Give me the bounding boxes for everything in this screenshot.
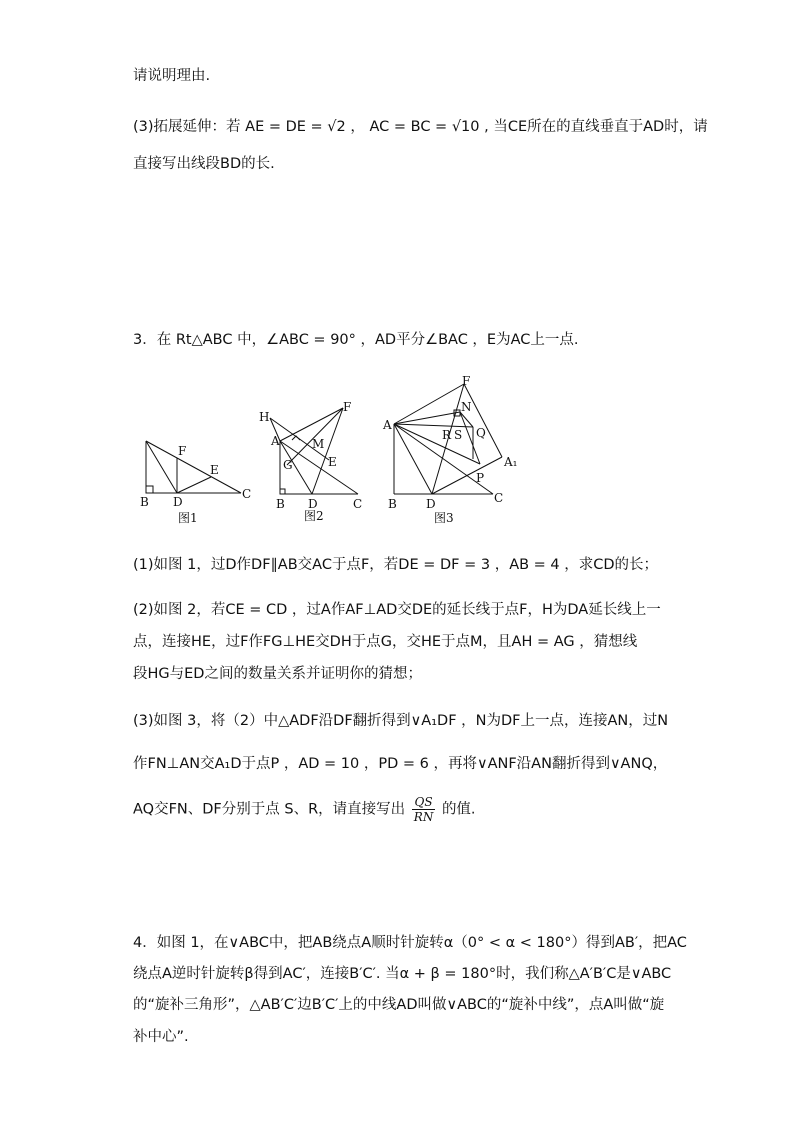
fig3-label-A1: A₁	[504, 455, 518, 469]
problem-3-heading: 3．在 Rt△ABC 中，∠ABC = 90° ，AD平分∠BAC ，E为AC上一点.	[133, 332, 579, 348]
fig2-label-A: A	[271, 434, 280, 448]
figure-3	[380, 374, 528, 526]
fig2-label-G: G	[283, 458, 293, 472]
figure-2	[256, 398, 370, 526]
fraction-denominator: RN	[413, 810, 434, 824]
text-line-3: 直接写出线段BD的长.	[133, 156, 275, 172]
text-line-11	[133, 795, 476, 824]
fig3-label-S: S	[454, 428, 463, 442]
figure-1	[136, 436, 258, 528]
fig1-label-B: B	[140, 495, 149, 509]
fig2-label-C: C	[353, 497, 363, 511]
fig2-label-B: B	[276, 497, 285, 511]
fig1-label-C: C	[242, 487, 252, 501]
text-line-11-end: 的值.	[441, 801, 476, 818]
fig3-label-D: D	[426, 497, 436, 511]
fig1-label-E: E	[210, 463, 219, 477]
text-line-5: (1)如图 1，过D作DF∥AB交AC于点F，若DE = DF = 3 ，AB = 4 ，求CD的长；	[133, 557, 659, 573]
fig2-label-D: D	[308, 497, 318, 511]
text-line-7: 点，连接HE，过F作FG⊥HE交DH于点G，交HE于点M，且AH = AG ，猜想线	[133, 634, 638, 650]
fig3-label-R: R	[442, 428, 452, 442]
fig1-label-D: D	[173, 495, 183, 509]
fig3-label-B: B	[388, 497, 397, 511]
fig3-label-F: F	[462, 374, 471, 388]
text-line-10: 作FN⊥AN交A₁D于点P ，AD = 10 ，PD = 6 ，再将∨ANF沿AN翻折得到∨ANQ，	[133, 756, 668, 772]
fig3-label-Q: Q	[476, 426, 486, 440]
problem-4-heading: 4．如图 1，在∨ABC中，把AB绕点A顺时针旋转α（0° < α < 180°）得到AB′，把AC	[133, 935, 687, 951]
fig2-label-E: E	[328, 455, 337, 469]
text-line-6: (2)如图 2，若CE = CD ，过A作AF⊥AD交DE的延长线于点F，H为DA延长线上一	[133, 602, 661, 618]
fig1-label-F: F	[178, 444, 187, 458]
text-line-11-start: AQ交FN、DF分别于点 S、R，请直接写出	[133, 801, 406, 818]
text-line-14: 的“旋补三角形”，△AB′C′边B′C′上的中线AD叫做∨ABC的“旋补中线”，点A叫做“旋	[133, 997, 665, 1013]
fig2-label-F: F	[343, 400, 352, 414]
fig3-caption: 图3	[434, 511, 454, 525]
text-line-9: (3)如图 3，将（2）中△ADF沿DF翻折得到∨A₁DF ，N为DF上一点，连接AN，过N	[133, 713, 669, 729]
text-line-1: 请说明理由.	[133, 68, 211, 84]
fig3-label-P: P	[476, 471, 485, 485]
text-line-13: 绕点A逆时针旋转β得到AC′，连接B′C′. 当α + β = 180°时，我们称△A′B′C是∨ABC	[133, 966, 672, 982]
text-line-2: (3)拓展延伸：若 AE = DE = √2 ， AC = BC = √10 , 当CE所在的直线垂直于AD时，请	[133, 119, 708, 135]
fig2-label-M: M	[312, 437, 325, 451]
fig2-caption: 图2	[304, 509, 324, 523]
fig3-label-A: A	[383, 418, 392, 432]
fig1-caption: 图1	[178, 511, 198, 525]
fig3-label-N: N	[461, 400, 472, 414]
fraction-qs-rn	[412, 795, 436, 824]
fig2-label-H: H	[259, 410, 270, 424]
fig3-label-C: C	[494, 491, 504, 505]
text-line-8: 段HG与ED之间的数量关系并证明你的猜想；	[133, 666, 422, 682]
fraction-numerator: QS	[412, 795, 436, 810]
text-line-15: 补中心”.	[133, 1029, 189, 1045]
